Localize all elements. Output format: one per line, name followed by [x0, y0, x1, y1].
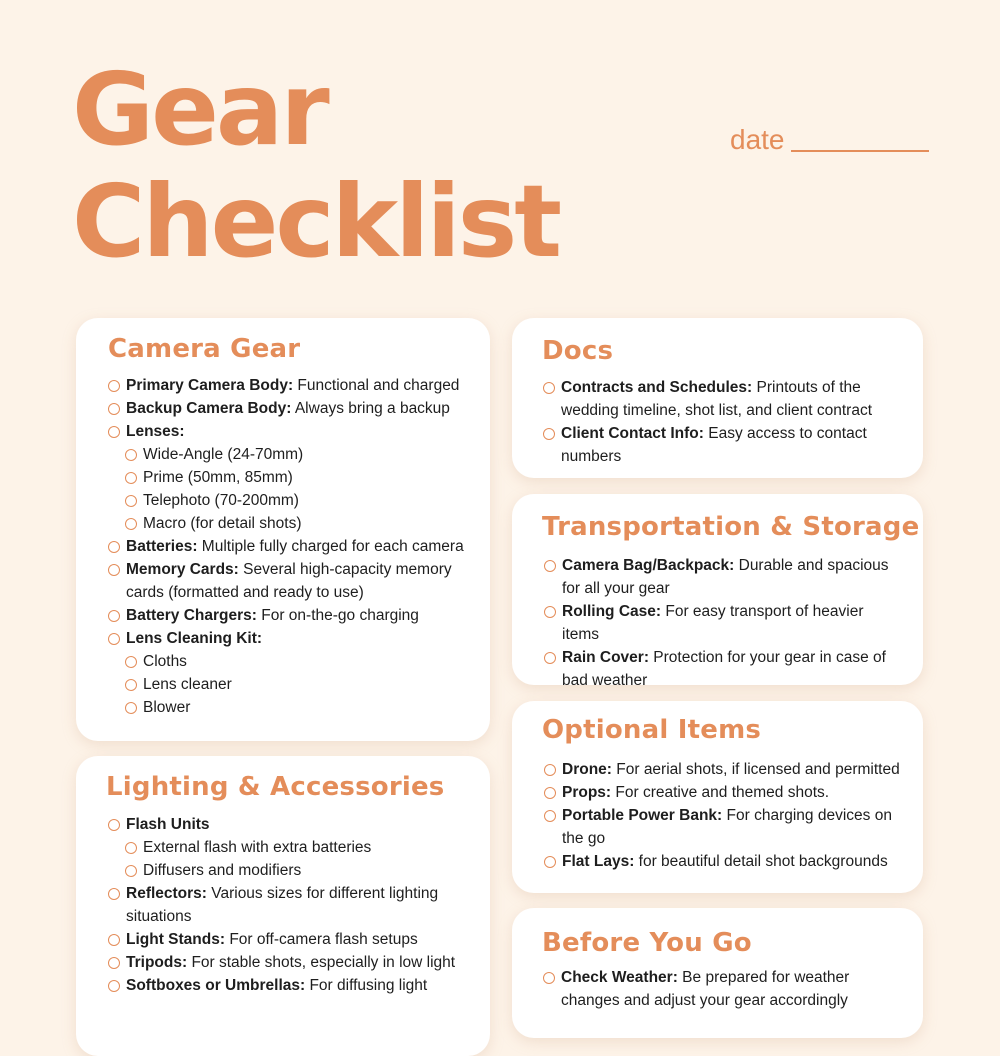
checkbox-circle-icon[interactable] — [108, 980, 120, 992]
checklist-item[interactable] — [543, 376, 903, 422]
item-label: Reflectors: — [126, 885, 207, 902]
checklist-item[interactable] — [108, 604, 478, 627]
section-title: Optional Items — [542, 715, 762, 745]
item-label: Tripods: — [126, 954, 188, 971]
item-label: Memory Cards: — [126, 561, 239, 578]
checkbox-circle-icon[interactable] — [125, 865, 137, 877]
item-text: Printouts of the wedding timeline, shot list, and client contract — [561, 379, 873, 419]
checklist-item[interactable] — [108, 397, 478, 420]
checklist-item[interactable] — [108, 374, 478, 397]
checklist-item[interactable] — [108, 882, 478, 928]
checklist-item[interactable] — [544, 600, 904, 646]
item-label: Lens Cleaning Kit: — [126, 630, 263, 647]
item-text: For off-camera flash setups — [225, 931, 418, 948]
item-label: Battery Chargers: — [126, 607, 257, 624]
checkbox-circle-icon[interactable] — [544, 764, 556, 776]
checkbox-circle-icon[interactable] — [125, 449, 137, 461]
checklist-subitem[interactable] — [125, 443, 478, 466]
checklist-item[interactable] — [108, 558, 478, 604]
date-label: date — [730, 124, 785, 155]
checklist-item[interactable] — [544, 781, 912, 804]
section-title: Docs — [542, 336, 614, 366]
item-label: Lenses: — [126, 423, 185, 440]
item-text: Easy access to contact numbers — [561, 425, 867, 465]
checkbox-circle-icon[interactable] — [125, 495, 137, 507]
checklist-item[interactable] — [544, 646, 904, 692]
checklist-item[interactable] — [544, 758, 912, 781]
item-label: Camera Bag/Backpack: — [562, 557, 735, 574]
checklist-subitem[interactable] — [125, 466, 478, 489]
checkbox-circle-icon[interactable] — [544, 606, 556, 618]
card-transportation-storage — [512, 494, 923, 689]
card-before-you-go — [512, 908, 923, 1038]
checklist-subitem[interactable] — [125, 489, 478, 512]
item-label: Batteries: — [126, 538, 198, 555]
checkbox-circle-icon[interactable] — [125, 679, 137, 691]
item-text: for beautiful detail shot backgrounds — [634, 853, 888, 870]
checkbox-circle-icon[interactable] — [543, 972, 555, 984]
checklist-subitem[interactable] — [125, 859, 478, 882]
checkbox-circle-icon[interactable] — [544, 652, 556, 664]
checklist-subitem[interactable] — [125, 836, 478, 859]
item-text: Functional and charged — [293, 377, 460, 394]
item-label: Primary Camera Body: — [126, 377, 294, 394]
checkbox-circle-icon[interactable] — [108, 610, 120, 622]
item-label: Portable Power Bank: — [562, 807, 723, 824]
item-text: For charging devices on the go — [562, 807, 892, 847]
item-label: Light Stands: — [126, 931, 226, 948]
item-text: For easy transport of heavier items — [562, 603, 864, 643]
checklist-item[interactable] — [544, 850, 912, 873]
card-docs — [512, 318, 923, 478]
checklist-item[interactable] — [108, 420, 478, 443]
item-text: Several high-capacity memory cards (formatted and ready to use) — [126, 561, 452, 601]
checkbox-circle-icon[interactable] — [544, 560, 556, 572]
item-label: Flat Lays: — [562, 853, 635, 870]
page-title — [72, 51, 560, 280]
checkbox-circle-icon[interactable] — [108, 541, 120, 553]
checkbox-circle-icon[interactable] — [108, 819, 120, 831]
item-text: Lens cleaner — [143, 676, 232, 693]
checkbox-circle-icon[interactable] — [108, 934, 120, 946]
checkbox-circle-icon[interactable] — [108, 957, 120, 969]
checklist — [108, 374, 478, 719]
checkbox-circle-icon[interactable] — [125, 656, 137, 668]
checkbox-circle-icon[interactable] — [125, 702, 137, 714]
item-text: For stable shots, especially in low light — [187, 954, 456, 971]
checkbox-circle-icon[interactable] — [108, 403, 120, 415]
checkbox-circle-icon[interactable] — [544, 787, 556, 799]
checkbox-circle-icon[interactable] — [125, 842, 137, 854]
section-title: Camera Gear — [108, 334, 301, 364]
item-text: Protection for your gear in case of bad weather — [562, 649, 886, 689]
checklist-item[interactable] — [108, 974, 478, 997]
section-title: Transportation & Storage — [542, 512, 920, 542]
checklist-item[interactable] — [543, 966, 903, 1012]
card-optional-items — [512, 701, 923, 893]
item-text: Cloths — [143, 653, 187, 670]
item-label: Check Weather: — [561, 969, 678, 986]
page-title-line2: Checklist — [72, 163, 560, 280]
checklist — [544, 554, 904, 692]
checkbox-circle-icon[interactable] — [108, 633, 120, 645]
checklist — [543, 966, 903, 1012]
item-text: Wide-Angle (24-70mm) — [143, 446, 304, 463]
checkbox-circle-icon[interactable] — [125, 472, 137, 484]
item-text: Various sizes for different lighting situations — [126, 885, 439, 925]
checkbox-circle-icon[interactable] — [108, 888, 120, 900]
checklist-item[interactable] — [544, 804, 912, 850]
item-text: Prime (50mm, 85mm) — [143, 469, 293, 486]
item-label: Client Contact Info: — [561, 425, 704, 442]
date-field[interactable] — [730, 124, 929, 156]
date-line[interactable] — [791, 150, 929, 152]
item-label: Props: — [562, 784, 612, 801]
checkbox-circle-icon[interactable] — [108, 426, 120, 438]
item-text: Blower — [143, 699, 191, 716]
item-text: External flash with extra batteries — [143, 839, 372, 856]
checkbox-circle-icon[interactable] — [544, 810, 556, 822]
checklist-item[interactable] — [108, 627, 478, 650]
checkbox-circle-icon[interactable] — [544, 856, 556, 868]
card-camera-gear — [76, 318, 490, 741]
checklist-item[interactable] — [544, 554, 904, 600]
item-text: Diffusers and modifiers — [143, 862, 302, 879]
item-label: Drone: — [562, 761, 612, 778]
item-label: Flash Units — [126, 816, 210, 833]
item-text: Telephoto (70-200mm) — [143, 492, 299, 509]
checklist — [108, 813, 478, 997]
checklist-item[interactable] — [108, 951, 478, 974]
item-text: For creative and themed shots. — [611, 784, 830, 801]
checkbox-circle-icon[interactable] — [108, 380, 120, 392]
item-text: Macro (for detail shots) — [143, 515, 302, 532]
item-text: Durable and spacious for all your gear — [562, 557, 889, 597]
item-label: Contracts and Schedules: — [561, 379, 753, 396]
checklist-item[interactable] — [543, 422, 903, 468]
section-title: Before You Go — [542, 928, 752, 958]
item-label: Rolling Case: — [562, 603, 662, 620]
checklist-subitem[interactable] — [125, 696, 478, 719]
item-label: Backup Camera Body: — [126, 400, 292, 417]
checklist-subitem[interactable] — [125, 650, 478, 673]
item-label: Rain Cover: — [562, 649, 649, 666]
checklist — [543, 376, 903, 468]
item-text: Multiple fully charged for each camera — [197, 538, 464, 555]
checklist-subitem[interactable] — [125, 512, 478, 535]
checklist — [544, 758, 912, 873]
item-text: For diffusing light — [305, 977, 428, 994]
item-label: Softboxes or Umbrellas: — [126, 977, 306, 994]
item-text: For aerial shots, if licensed and permitted — [611, 761, 900, 778]
checkbox-circle-icon[interactable] — [125, 518, 137, 530]
checklist-item[interactable] — [108, 928, 478, 951]
checkbox-circle-icon[interactable] — [543, 382, 555, 394]
card-lighting-accessories — [76, 756, 490, 1056]
item-text: Be prepared for weather changes and adjust your gear accordingly — [561, 969, 850, 1009]
section-title: Lighting & Accessories — [106, 772, 445, 802]
checklist-item[interactable] — [108, 813, 478, 836]
item-text: For on-the-go charging — [256, 607, 419, 624]
checkbox-circle-icon[interactable] — [108, 564, 120, 576]
page-title-line1: Gear — [72, 51, 327, 168]
checklist-subitem[interactable] — [125, 673, 478, 696]
item-text: Always bring a backup — [291, 400, 450, 417]
checklist-item[interactable] — [108, 535, 478, 558]
checkbox-circle-icon[interactable] — [543, 428, 555, 440]
